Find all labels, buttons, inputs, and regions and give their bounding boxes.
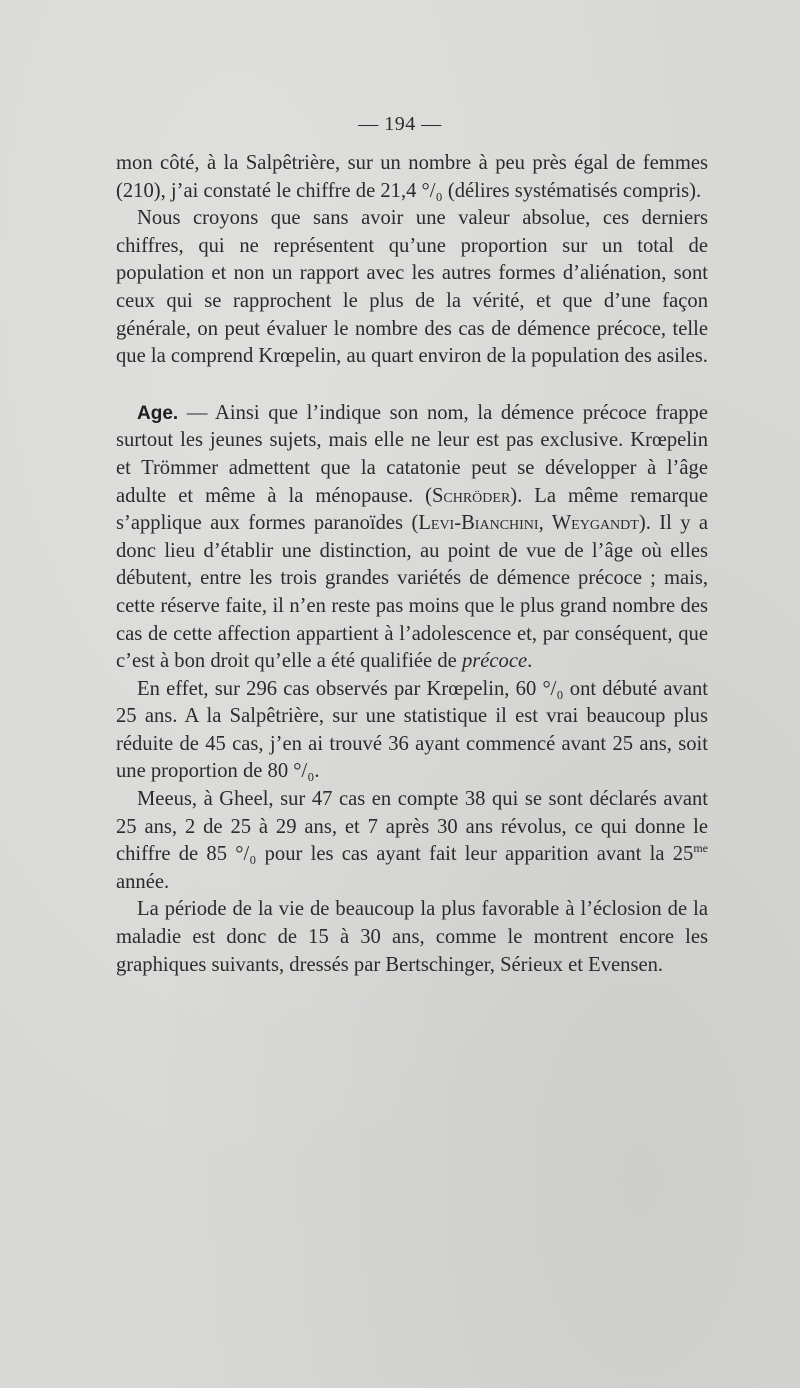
section-heading-age: Age. <box>137 402 179 424</box>
age-text-part-3: ). Il y a donc lieu d’établir une distinction, au point de vue de l’âge où elles débutent, entre les trois grandes variétés de démence précoce ; mais, cette réserve faite, il n’en reste pas moins que le plus grand nombre des cas de cette affection appartient à l’adolescence et, par conséquent, que c’est à bon droit qu’elle a été qualifiée de <box>116 512 709 673</box>
author-names-levi-weygandt: Levi-Bianchini, Weygandt <box>418 512 639 535</box>
paragraph-2: Nous croyons que sans avoir une valeur absolue, ces derniers chiffres, qui ne représentent qu’une proportion sur un total de population et non un rapport avec les autres formes d’aliénation, sont ceux qui se rapprochent le plus de la vérité, et que d’une façon générale, on peut évaluer le nombre des cas de démence précoce, telle que la comprend Krœpelin, au quart environ de la population des asiles. <box>116 207 708 368</box>
page-number: — 194 — <box>358 113 442 135</box>
paragraph-5 <box>116 786 708 896</box>
age-text-part-4: . <box>527 650 533 673</box>
paragraph-1: mon côté, à la Salpêtrière, sur un nombre à peu près égal de femmes (210), j’ai constaté le chiffre de 21,4 °/₀ (délires systématisés compris). <box>116 152 708 202</box>
author-name-schroder: Schröder <box>431 484 511 507</box>
italic-term-precoce: précoce <box>461 650 528 673</box>
age-text-part-1: — Ainsi que l’indique son nom, la démence précoce frappe surtout les jeunes sujets, mais elle ne leur est pas exclusive. Krœpelin et Trömmer admettent que la catatonie peut se développer à l’âge adulte et même à la ménopause. ( <box>116 401 708 507</box>
meeus-text-part-1: Meeus, à Gheel, sur 47 cas en compte 38 qui se sont déclarés avant 25 ans, 2 de 25 à 29 ans, et 7 après 30 ans révolus, ce qui donne le chiffre de 85 °/₀ pour les cas ayant fait leur apparition avant la 25 <box>116 788 708 866</box>
paragraph-6: La période de la vie de beaucoup la plus favorable à l’éclosion de la maladie est donc de 15 à 30 ans, comme le montrent encore les graphiques suivants, dressés par Bertschinger, Sérieux et Evensen. <box>116 898 708 976</box>
superscript-me: me <box>693 841 708 856</box>
paragraph-4: En effet, sur 296 cas observés par Krœpelin, 60 °/₀ ont débuté avant 25 ans. A la Salpêtrière, sur une statistique il est vrai beaucoup plus réduite de 45 cas, j’en ai trouvé 36 ayant commencé avant 25 ans, soit une proportion de 80 °/₀. <box>116 677 708 783</box>
paragraph-age <box>116 400 708 676</box>
body-text <box>116 150 708 979</box>
age-text-part-2: ). La même remarque s’applique aux formes paranoïdes ( <box>116 484 708 535</box>
meeus-text-part-2: année. <box>116 870 170 893</box>
